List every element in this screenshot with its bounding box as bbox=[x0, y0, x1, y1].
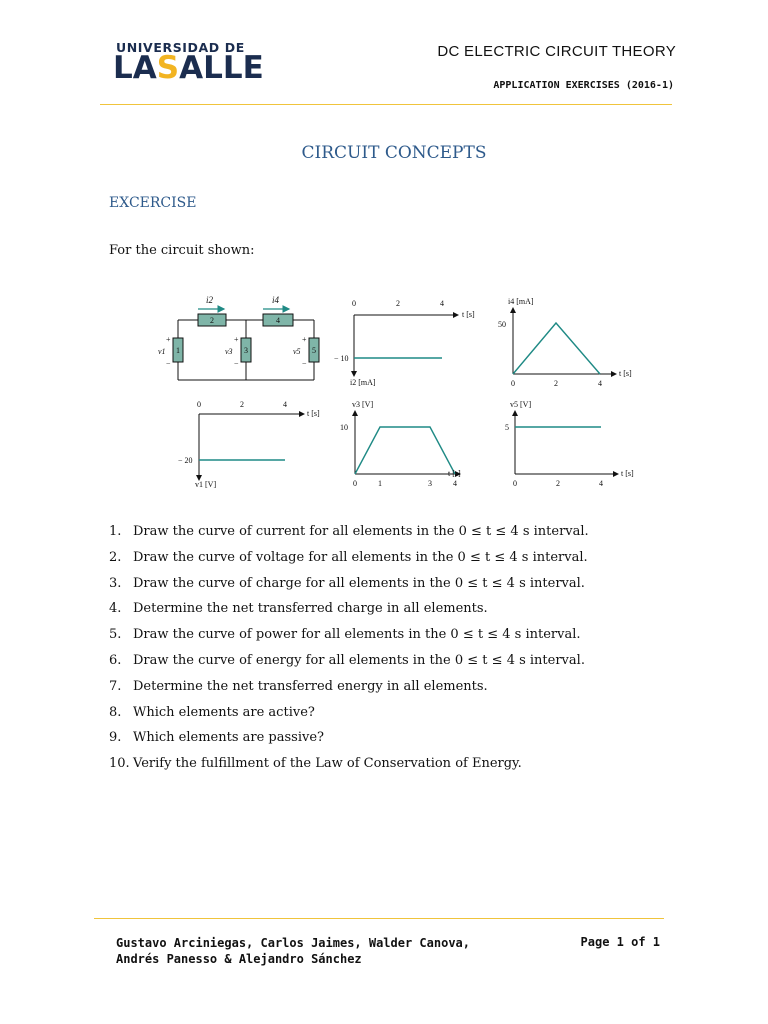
v3-tick-0: 0 bbox=[353, 479, 357, 488]
question-text: Verify the fulfillment of the Law of Conservation of Energy. bbox=[133, 756, 522, 772]
question-item bbox=[109, 574, 589, 600]
header-divider bbox=[100, 104, 672, 105]
section-heading: EXCERCISE bbox=[109, 195, 197, 211]
question-text: Which elements are passive? bbox=[133, 730, 325, 746]
i4-curve bbox=[513, 323, 600, 374]
v1-level: − 20 bbox=[178, 456, 193, 465]
figure-svg bbox=[158, 290, 658, 495]
v3-peak: 10 bbox=[340, 423, 348, 432]
logo-la: LA bbox=[113, 50, 157, 86]
i4-xlabel: t [s] bbox=[619, 369, 632, 378]
document-subtitle: APPLICATION EXERCISES (2016-1) bbox=[493, 80, 674, 91]
v1-tick-4: 4 bbox=[283, 400, 287, 409]
i4-tick-2: 2 bbox=[554, 379, 558, 388]
question-number: 2. bbox=[109, 549, 122, 565]
v5-tick-4: 4 bbox=[599, 479, 603, 488]
question-number: 10. bbox=[109, 756, 130, 772]
authors-line-2: Andrés Panesso & Alejandro Sánchez bbox=[116, 952, 362, 966]
intro-text: For the circuit shown: bbox=[109, 243, 255, 258]
v3-tick-1: 1 bbox=[378, 479, 382, 488]
element-2-label: 2 bbox=[210, 316, 214, 325]
question-number: 8. bbox=[109, 704, 122, 720]
question-item bbox=[109, 728, 589, 754]
v3-plus: + bbox=[234, 335, 239, 344]
question-text: Draw the curve of charge for all elements in the 0 ≤ t ≤ 4 s interval. bbox=[133, 575, 585, 591]
question-text: Draw the curve of current for all elements in the 0 ≤ t ≤ 4 s interval. bbox=[133, 524, 589, 539]
logo-alle: ALLE bbox=[179, 50, 264, 86]
v1-label: v1 bbox=[158, 347, 166, 356]
question-text: Determine the net transferred energy in all elements. bbox=[133, 678, 488, 694]
v5-minus: − bbox=[302, 359, 307, 368]
graph-v1 bbox=[178, 400, 320, 489]
i2-tick-0: 0 bbox=[352, 299, 356, 308]
i2-tick-4: 4 bbox=[440, 299, 444, 308]
question-item bbox=[109, 522, 589, 548]
graph-i2 bbox=[334, 299, 475, 387]
authors-line-1: Gustavo Arciniegas, Carlos Jaimes, Walder Canova, bbox=[116, 936, 471, 950]
i4-peak: 50 bbox=[498, 320, 506, 329]
question-text: Which elements are active? bbox=[133, 704, 315, 720]
v1-plus: + bbox=[166, 335, 171, 344]
footer-authors bbox=[116, 935, 470, 967]
page-number: Page 1 of 1 bbox=[580, 935, 660, 949]
question-number: 5. bbox=[109, 627, 122, 643]
i2-label: i2 bbox=[206, 295, 214, 305]
v1-tick-0: 0 bbox=[197, 400, 201, 409]
v1-xlabel: t [s] bbox=[307, 409, 320, 418]
element-1-label: 1 bbox=[176, 346, 180, 355]
question-item bbox=[109, 625, 589, 651]
i2-level: − 10 bbox=[334, 354, 349, 363]
v3-minus: − bbox=[234, 359, 239, 368]
element-5-label: 5 bbox=[312, 346, 316, 355]
question-number: 4. bbox=[109, 601, 122, 617]
i4-label: i4 bbox=[272, 295, 280, 305]
graph-v3 bbox=[340, 400, 461, 488]
question-number: 6. bbox=[109, 652, 122, 668]
i2-tick-2: 2 bbox=[396, 299, 400, 308]
v3-tick-4: 4 bbox=[453, 479, 457, 488]
page-title: CIRCUIT CONCEPTS bbox=[301, 143, 487, 163]
v5-level: 5 bbox=[505, 423, 509, 432]
v3-tick-3: 3 bbox=[428, 479, 432, 488]
v1-tick-2: 2 bbox=[240, 400, 244, 409]
element-3-label: 3 bbox=[244, 346, 248, 355]
v5-plus: + bbox=[302, 335, 307, 344]
question-number: 9. bbox=[109, 730, 122, 746]
question-text: Determine the net transferred charge in all elements. bbox=[133, 601, 488, 617]
v3-ylabel: v3 [V] bbox=[352, 400, 374, 409]
i2-ylabel: i2 [mA] bbox=[350, 378, 376, 387]
element-4-label: 4 bbox=[276, 316, 280, 325]
v5-label: v5 bbox=[293, 347, 301, 356]
v5-tick-2: 2 bbox=[556, 479, 560, 488]
question-list bbox=[109, 522, 589, 780]
document-title: DC ELECTRIC CIRCUIT THEORY bbox=[437, 43, 676, 60]
v3-xlabel: t [s] bbox=[448, 469, 461, 478]
question-item bbox=[109, 651, 589, 677]
graph-i4 bbox=[498, 297, 632, 388]
question-text: Draw the curve of power for all elements in the 0 ≤ t ≤ 4 s interval. bbox=[133, 627, 581, 643]
i4-tick-0: 0 bbox=[511, 379, 515, 388]
v5-tick-0: 0 bbox=[513, 479, 517, 488]
v3-curve bbox=[355, 427, 455, 474]
question-item bbox=[109, 599, 589, 625]
v5-ylabel: v5 [V] bbox=[510, 400, 532, 409]
v1-minus: − bbox=[166, 359, 171, 368]
question-number: 7. bbox=[109, 678, 122, 694]
graph-v5 bbox=[505, 400, 634, 488]
v1-ylabel: v1 [V] bbox=[195, 480, 217, 489]
question-text: Draw the curve of voltage for all elements in the 0 ≤ t ≤ 4 s interval. bbox=[133, 549, 588, 565]
question-number: 1. bbox=[109, 524, 122, 539]
i4-ylabel: i4 [mA] bbox=[508, 297, 534, 306]
question-number: 3. bbox=[109, 575, 122, 591]
logo-wordmark bbox=[113, 49, 264, 87]
question-text: Draw the curve of energy for all elements in the 0 ≤ t ≤ 4 s interval. bbox=[133, 652, 585, 668]
logo-university-label: UNIVERSIDAD DE bbox=[116, 40, 245, 55]
footer-divider bbox=[94, 918, 664, 919]
v5-xlabel: t [s] bbox=[621, 469, 634, 478]
question-item bbox=[109, 677, 589, 703]
question-item bbox=[109, 703, 589, 729]
question-item bbox=[109, 754, 589, 780]
i4-tick-4: 4 bbox=[598, 379, 602, 388]
question-item bbox=[109, 548, 589, 574]
v3-label: v3 bbox=[225, 347, 233, 356]
circuit-figure bbox=[158, 290, 658, 499]
logo-s: S bbox=[156, 50, 180, 86]
i2-xlabel: t [s] bbox=[462, 310, 475, 319]
